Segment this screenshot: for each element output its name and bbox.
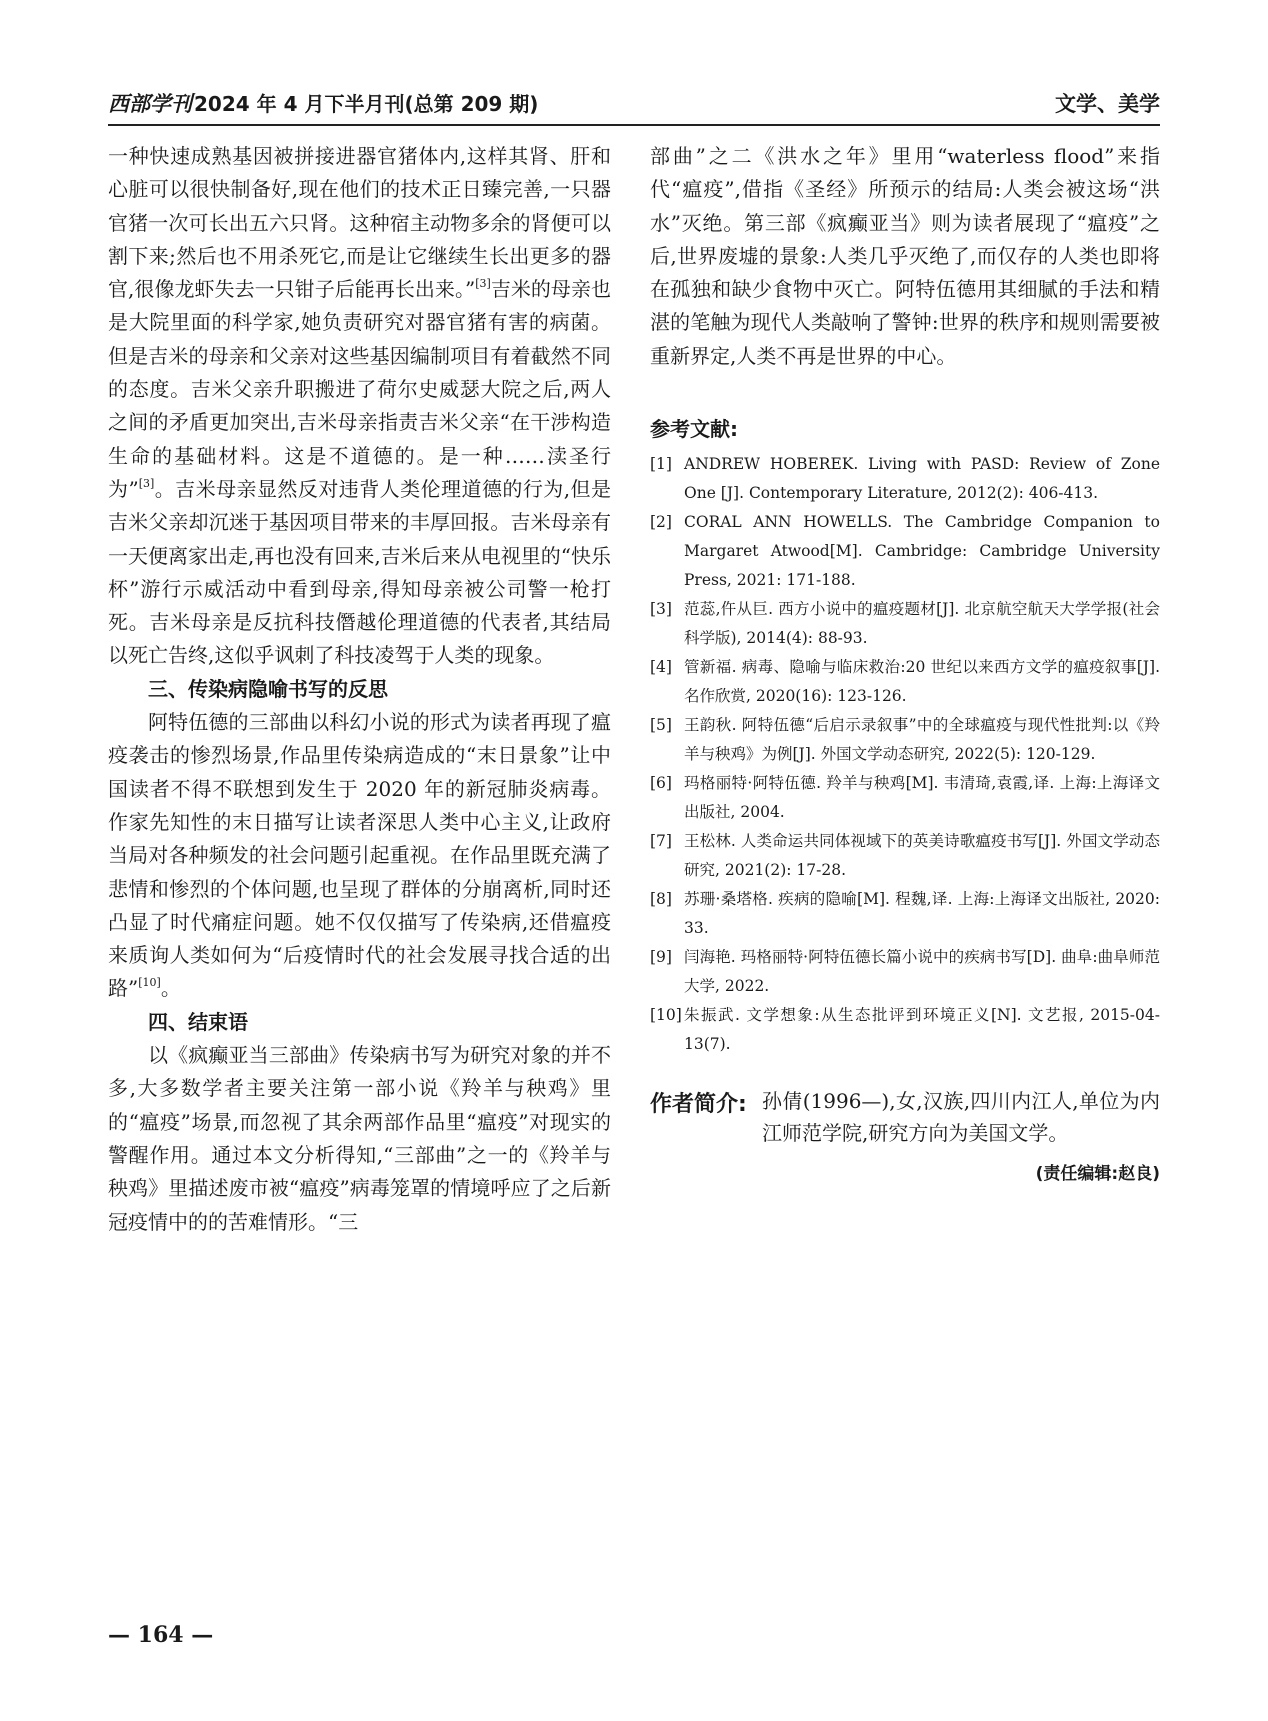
text: 吉米的母亲也是大院里面的科学家,她负责研究对器官猪有害的病菌。但是吉米的母亲和父亲对这些基因编制项目有着截然不同的态度。吉米父亲升职搬进了荷尔史威瑟大院之后,两人之间的矛盾更加突出,吉米母亲指责吉米父亲“在干涉构造生命的基础材料。这是不道德的。是一种……渎圣行为”: [108, 277, 611, 501]
ref-text: 朱振武. 文学想象:从生态批评到环境正义[N]. 文艺报, 2015-04-13(7).: [684, 1006, 1160, 1054]
right-column: [650, 140, 1160, 1184]
ref-text: 管新福. 病毒、隐喻与临床救治:20 世纪以来西方文学的瘟疫叙事[J]. 名作欣赏, 2020(16): 123-126.: [684, 658, 1160, 706]
references-heading: 参考文献:: [650, 417, 738, 442]
ref-text: ANDREW HOBEREK. Living with PASD: Review of Zone One [J]. Contemporary Literature, 2012(2): 406-413.: [684, 455, 1160, 503]
paragraph: 部曲”之二《洪水之年》里用“waterless flood”来指代“瘟疫”,借指《圣经》所预示的结局:人类会被这场“洪水”灭绝。第三部《疯癫亚当》则为读者展现了“瘟疫”之后,世界废墟的景象:人类几乎灭绝了,而仅存的人类也即将在孤独和缺少食物中灭亡。阿特伍德用其细腻的手法和精湛的笔触为现代人类敲响了警钟:世界的秩序和规则需要被重新界定,人类不再是世界的中心。: [650, 144, 1160, 368]
ref-text: 王韵秋. 阿特伍德“后启示录叙事”中的全球瘟疫与现代性批判:以《羚羊与秧鸡》为例[J]. 外国文学动态研究, 2022(5): 120-129.: [684, 716, 1160, 764]
page-number: — 164 —: [108, 1622, 214, 1648]
author-bio: [650, 1085, 1160, 1149]
ref-num: [6]: [650, 774, 672, 793]
ref-num: [4]: [650, 658, 672, 677]
ref-text: 苏珊·桑塔格. 疾病的隐喻[M]. 程魏,译. 上海:上海译文出版社, 2020: 33.: [684, 890, 1160, 938]
reference-item: [650, 595, 1160, 653]
reference-item: [650, 885, 1160, 943]
reference-item: [650, 827, 1160, 885]
header-rule: [108, 124, 1160, 126]
reference-item: [650, 769, 1160, 827]
reference-item: [650, 508, 1160, 595]
section-heading-3: 三、传染病隐喻书写的反思: [148, 676, 388, 701]
ref-num: [10]: [650, 1006, 682, 1025]
citation: [3]: [138, 476, 155, 490]
reference-item: [650, 943, 1160, 1001]
reference-item: [650, 450, 1160, 508]
ref-text: 范蕊,仵从巨. 西方小说中的瘟疫题材[J]. 北京航空航天大学学报(社会科学版), 2014(4): 88-93.: [684, 600, 1160, 648]
text: 阿特伍德的三部曲以科幻小说的形式为读者再现了瘟疫袭击的惨烈场景,作品里传染病造成的“末日景象”让中国读者不得不联想到发生于 2020 年的新冠肺炎病毒。作家先知性的末日描写让读者深思人类中心主义,让政府当局对各种频发的社会问题引起重视。在作品里既充满了悲情和惨烈的个体问题,也呈现了群体的分崩离析,同时还凸显了时代痛症问题。她不仅仅描写了传染病,还借瘟疫来质询人类如何为“后疫情时代的社会发展寻找合适的出路”: [108, 710, 611, 1001]
paragraph: 以《疯癫亚当三部曲》传染病书写为研究对象的并不多,大多数学者主要关注第一部小说《羚羊与秧鸡》里的“瘟疫”场景,而忽视了其余两部作品里“瘟疫”对现实的警醒作用。通过本文分析得知,“三部曲”之一的《羚羊与秧鸡》里描述废市被“瘟疫”病毒笼罩的情境呼应了之后新冠疫情中的的苦难情形。“三: [108, 1043, 611, 1234]
text: 一种快速成熟基因被拼接进器官猪体内,这样其肾、肝和心脏可以很快制备好,现在他们的技术正日臻完善,一只器官猪一次可长出五六只肾。这种宿主动物多余的肾便可以割下来;然后也不用杀死它,而是让它继续生长出更多的器官,很像龙虾失去一只钳子后能再长出来。”: [108, 144, 611, 302]
journal-logo: 西部学刊: [108, 91, 192, 116]
ref-text: CORAL ANN HOWELLS. The Cambridge Companion to Margaret Atwood[M]. Cambridge: Cambridge University Press, 2021: 171-188.: [684, 513, 1160, 590]
running-header: [108, 86, 1160, 126]
left-column: [108, 140, 611, 1239]
ref-num: [9]: [650, 948, 672, 967]
section-name: 文学、美学: [1055, 92, 1160, 116]
ref-num: [2]: [650, 513, 672, 532]
ref-num: [3]: [650, 600, 672, 619]
paragraph: [108, 706, 611, 1006]
citation: [3]: [475, 277, 491, 291]
ref-text: 闫海艳. 玛格丽特·阿特伍德长篇小说中的疾病书写[D]. 曲阜:曲阜师范大学, 2022.: [684, 948, 1160, 996]
author-text: 孙倩(1996—),女,汉族,四川内江人,单位为内江师范学院,研究方向为美国文学。: [762, 1089, 1160, 1146]
section-heading-4: 四、结束语: [148, 1009, 248, 1034]
ref-text: 玛格丽特·阿特伍德. 羚羊与秧鸡[M]. 韦清琦,袁霞,译. 上海:上海译文出版社, 2004.: [684, 774, 1160, 822]
author-label: 作者简介:: [650, 1092, 747, 1118]
journal-issue: [108, 88, 538, 118]
paragraph: [108, 140, 611, 673]
ref-num: [1]: [650, 455, 672, 474]
ref-text: 王松林. 人类命运共同体视域下的英美诗歌瘟疫书写[J]. 外国文学动态研究, 2021(2): 17-28.: [684, 832, 1160, 880]
reference-item: [650, 1001, 1160, 1059]
text: 。: [160, 976, 181, 1001]
issue-info: 2024 年 4 月下半月刊(总第 209 期): [194, 92, 539, 116]
references-list: [650, 450, 1160, 1059]
citation: [10]: [138, 976, 161, 990]
responsible-editor: (责任编辑:赵良): [1035, 1164, 1160, 1185]
reference-item: [650, 711, 1160, 769]
ref-num: [8]: [650, 890, 672, 909]
text: 。吉米母亲显然反对违背人类伦理道德的行为,但是吉米父亲却沉迷于基因项目带来的丰厚回报。吉米母亲有一天便离家出走,再也没有回来,吉米后来从电视里的“快乐杯”游行示威活动中看到母亲,得知母亲被公司警一枪打死。吉米母亲是反抗科技僭越伦理道德的代表者,其结局以死亡告终,这似乎讽刺了科技凌驾于人类的现象。: [108, 476, 612, 668]
reference-item: [650, 653, 1160, 711]
ref-num: [5]: [650, 716, 672, 735]
ref-num: [7]: [650, 832, 672, 851]
